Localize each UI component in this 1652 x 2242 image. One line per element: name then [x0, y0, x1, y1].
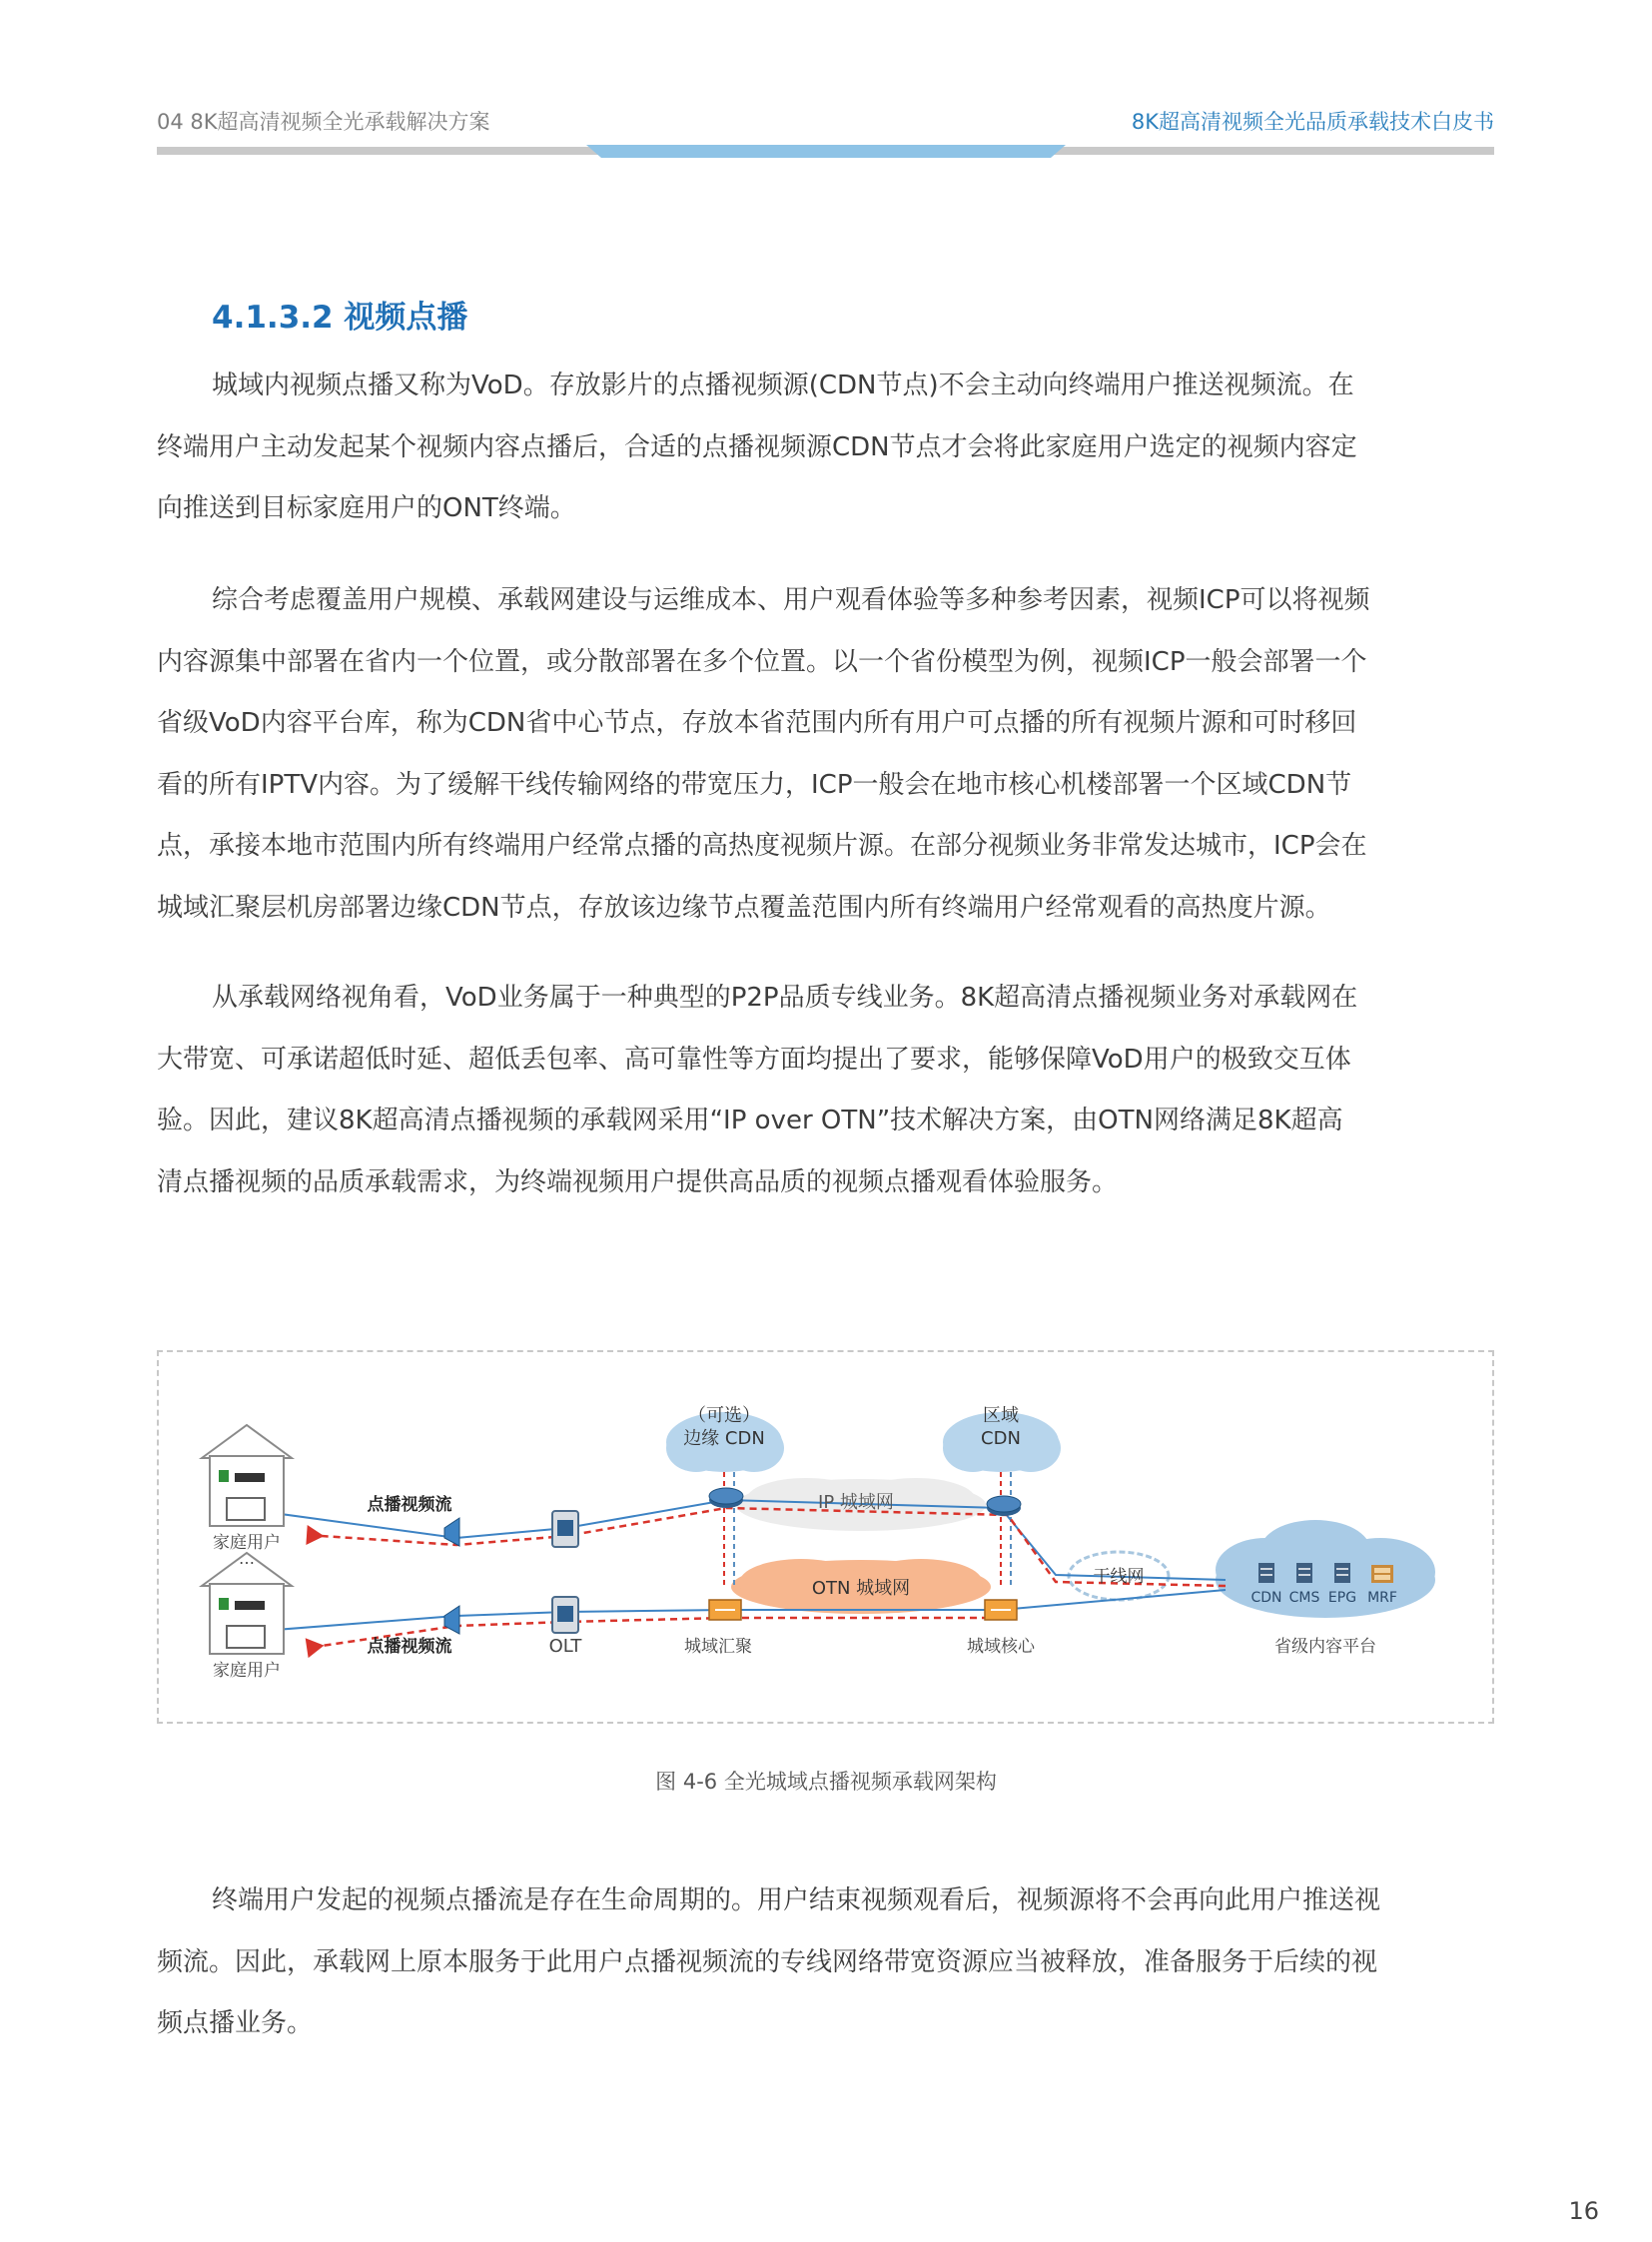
- paragraph-line: 综合考虑覆盖用户规模、承载网建设与运维成本、用户观看体验等多种参考因素，视频ICP可以将视频: [212, 585, 1370, 615]
- splitter-top-icon: [444, 1518, 459, 1546]
- router-core-icon: [987, 1496, 1021, 1516]
- otn-core-icon: [985, 1600, 1017, 1620]
- provincial-platform-label: 省级内容平台: [1274, 1637, 1376, 1657]
- paragraph-2: [157, 570, 1494, 939]
- edge-cdn-label-2: 边缘 CDN: [683, 1428, 765, 1449]
- metro-agg-label: 城域汇聚: [684, 1637, 752, 1657]
- region-cdn-label-2: CDN: [981, 1428, 1021, 1449]
- paragraph-line: 频点播业务。: [157, 2008, 314, 2038]
- figure-caption: 图 4-6 全光城域点播视频承载网架构: [655, 1770, 997, 1794]
- paragraph-line: 验。因此，建议8K超高清点播视频的承载网采用“IP over OTN”技术解决方案，由OTN网络满足8K超高: [157, 1106, 1343, 1135]
- otn-metro-label: OTN 城域网: [811, 1578, 911, 1599]
- ellipsis-label: …: [239, 1549, 255, 1568]
- paragraph-line: 终端用户发起的视频点播流是存在生命周期的。用户结束视频观看后，视频源将不会再向此用户推送视: [212, 1885, 1381, 1915]
- paragraph-1: [157, 356, 1494, 540]
- home-user-top-label: 家庭用户: [213, 1533, 281, 1553]
- network-diagram: [157, 1350, 1494, 1724]
- paragraph-line: 点，承接本地市范围内所有终端用户经常点播的高热度视频片源。在部分视频业务非常发达城市，ICP会在: [157, 831, 1367, 861]
- vod-stream-top-label: 点播视频流: [367, 1495, 452, 1515]
- olt-bottom-icon: [552, 1597, 578, 1633]
- region-cdn-label-1: 区域: [983, 1405, 1019, 1426]
- cdn-label: CDN: [1250, 1590, 1282, 1606]
- home-user-bottom-icon: [202, 1553, 292, 1654]
- vod-stream-bottom-label: 点播视频流: [367, 1637, 452, 1657]
- paragraph-line: 大带宽、可承诺超低时延、超低丢包率、高可靠性等方面均提出了要求，能够保障VoD用户的极致交互体: [157, 1044, 1351, 1075]
- cms-server-icon: [1296, 1563, 1312, 1583]
- section-title: 4.1.3.2 视频点播: [212, 300, 468, 336]
- home-user-top-icon: [202, 1425, 292, 1526]
- edge-cdn-label-1: （可选）: [688, 1405, 760, 1426]
- cms-label: CMS: [1288, 1590, 1320, 1606]
- mrf-label: MRF: [1367, 1590, 1397, 1606]
- paragraph-line: 向推送到目标家庭用户的ONT终端。: [157, 493, 576, 523]
- paragraph-3: [157, 968, 1494, 1213]
- paragraph-line: 城域汇聚层机房部署边缘CDN节点，存放该边缘节点覆盖范围内所有终端用户经常观看的高热度片源。: [157, 892, 1331, 923]
- header-doc-title: 8K超高清视频全光品质承载技术白皮书: [1131, 110, 1494, 134]
- provincial-cloud: [1216, 1520, 1435, 1618]
- header-rule: [157, 145, 1494, 158]
- paragraph-line: 省级VoD内容平台库，称为CDN省中心节点，存放本省范围内所有用户可点播的所有视频片源和可时移回: [157, 708, 1357, 738]
- paragraph-line: 城域内视频点播又称为VoD。存放影片的点播视频源(CDN节点)不会主动向终端用户推送视频流。在: [212, 371, 1354, 400]
- header-chapter: 04 8K超高清视频全光承载解决方案: [157, 110, 490, 134]
- paragraph-line: 内容源集中部署在省内一个位置，或分散部署在多个位置。以一个省份模型为例，视频ICP一般会部署一个: [157, 646, 1367, 677]
- epg-server-icon: [1334, 1563, 1350, 1583]
- router-edge-icon: [709, 1488, 743, 1508]
- page-number: 16: [1568, 2197, 1599, 2225]
- paragraph-line: 频流。因此，承载网上原本服务于此用户点播视频流的专线网络带宽资源应当被释放，准备服务于后续的视: [157, 1946, 1378, 1977]
- trunk-label: 干线网: [1093, 1567, 1145, 1587]
- ip-metro-label: IP 城域网: [818, 1492, 894, 1513]
- paragraph-line: 从承载网络视角看，VoD业务属于一种典型的P2P品质专线业务。8K超高清点播视频业务对承载网在: [212, 983, 1358, 1013]
- otn-agg-icon: [709, 1600, 741, 1620]
- paragraph-line: 看的所有IPTV内容。为了缓解干线传输网络的带宽压力，ICP一般会在地市核心机楼部署一个区域CDN节: [157, 769, 1352, 800]
- home-user-bottom-label: 家庭用户: [213, 1661, 281, 1681]
- metro-core-label: 城域核心: [967, 1637, 1035, 1657]
- epg-label: EPG: [1327, 1590, 1357, 1606]
- splitter-bottom-icon: [444, 1606, 459, 1634]
- paragraph-line: 终端用户主动发起某个视频内容点播后，合适的点播视频源CDN节点才会将此家庭用户选定的视频内容定: [157, 431, 1357, 462]
- cdn-server-icon: [1258, 1563, 1274, 1583]
- mrf-server-icon: [1371, 1565, 1393, 1583]
- paragraph-line: 清点播视频的品质承载需求，为终端视频用户提供高品质的视频点播观看体验服务。: [157, 1166, 1119, 1197]
- olt-top-icon: [552, 1511, 578, 1547]
- paragraph-4: [157, 1870, 1494, 2055]
- olt-label: OLT: [548, 1636, 582, 1657]
